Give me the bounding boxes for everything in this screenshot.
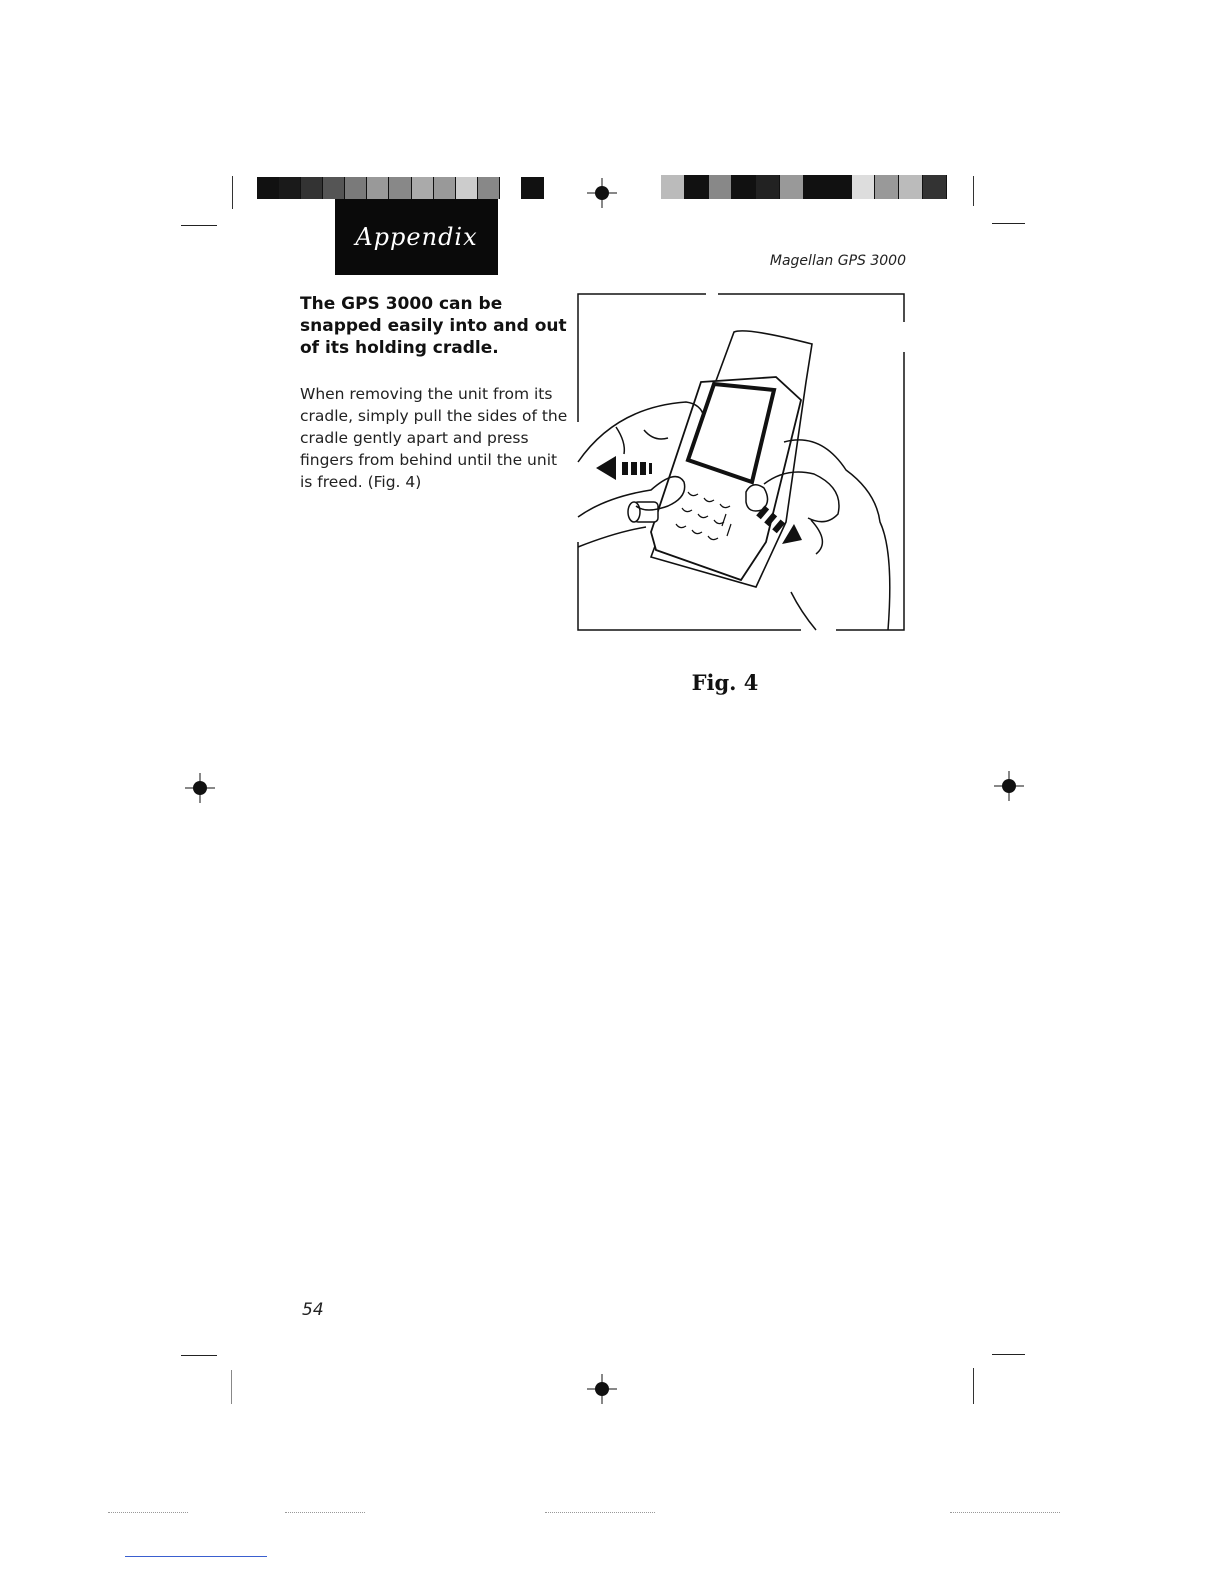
grayscale-swatch (685, 175, 709, 199)
grayscale-swatch (389, 177, 411, 199)
header-grayscale-bar-right (661, 175, 947, 199)
grayscale-swatch (923, 175, 947, 199)
grayscale-swatch (301, 177, 323, 199)
bottom-rule (285, 1512, 365, 1514)
antenna-knob (628, 502, 658, 522)
grayscale-swatch (279, 177, 301, 199)
grayscale-swatch (522, 177, 544, 199)
page-number: 54 (302, 1300, 324, 1320)
crop-mark-top-right-vertical (973, 176, 974, 206)
grayscale-swatch (367, 177, 389, 199)
crop-mark-top-left-vertical (232, 176, 233, 209)
grayscale-swatch (500, 177, 522, 199)
grayscale-swatch (804, 175, 828, 199)
bottom-rule (545, 1512, 655, 1514)
grayscale-swatch (875, 175, 899, 199)
grayscale-swatch (732, 175, 756, 199)
crop-mark-bottom-right-horizontal (992, 1354, 1025, 1355)
grayscale-swatch (852, 175, 876, 199)
registration-mark-icon (587, 178, 617, 208)
grayscale-swatch (899, 175, 923, 199)
grayscale-swatch (257, 177, 279, 199)
grayscale-swatch (756, 175, 780, 199)
grayscale-swatch (828, 175, 852, 199)
registration-mark-icon (185, 773, 215, 803)
left-arrow-icon (596, 456, 652, 480)
header-grayscale-bar-left (257, 177, 544, 199)
bottom-rule (108, 1512, 188, 1514)
bottom-link-rule (125, 1556, 267, 1557)
grayscale-swatch (478, 177, 500, 199)
registration-mark-icon (994, 771, 1024, 801)
body-paragraph: When removing the unit from its cradle, simply pull the sides of the cradle gently apart and press fingers from behind until the unit is freed. (Fig. 4) (300, 385, 568, 491)
running-head: Magellan GPS 3000 (769, 253, 906, 269)
grayscale-swatch (780, 175, 804, 199)
grayscale-swatch (661, 175, 685, 199)
crop-mark-top-right-horizontal (992, 223, 1025, 224)
grayscale-swatch (412, 177, 434, 199)
crop-mark-bottom-right-vertical (973, 1368, 974, 1404)
section-tab-label: Appendix (355, 223, 478, 251)
grayscale-swatch (709, 175, 733, 199)
figure-caption: Fig. 4 (691, 670, 759, 695)
bottom-rule (950, 1512, 1060, 1514)
crop-mark-bottom-left-vertical (231, 1370, 232, 1404)
figure-illustration (576, 292, 906, 632)
lead-paragraph: The GPS 3000 can be snapped easily into and out of its holding cradle. (300, 294, 567, 358)
registration-mark-icon (587, 1374, 617, 1404)
grayscale-swatch (456, 177, 478, 199)
grayscale-swatch (345, 177, 367, 199)
grayscale-swatch (323, 177, 345, 199)
section-tab (335, 199, 498, 275)
grayscale-swatch (434, 177, 456, 199)
crop-mark-top-left-horizontal (181, 225, 217, 226)
crop-mark-bottom-left-horizontal (181, 1355, 217, 1356)
